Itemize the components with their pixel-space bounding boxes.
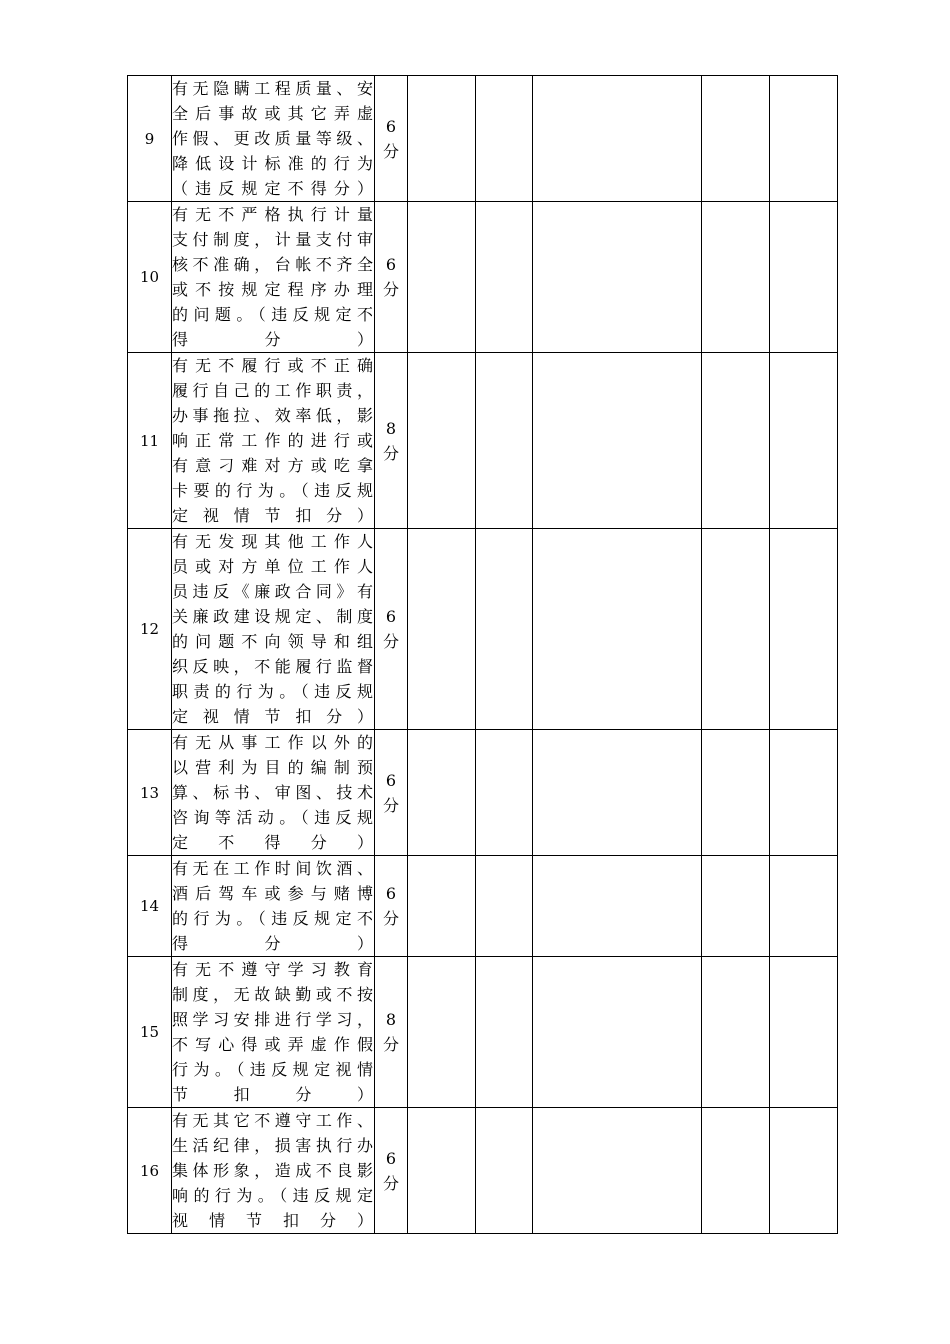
blank-cell: [408, 76, 476, 202]
description-line: 的行为。（违反规定不: [172, 909, 374, 928]
description-line: 有无在工作时间饮酒、: [172, 859, 374, 878]
blank-cell: [533, 1108, 702, 1234]
blank-cell: [476, 730, 533, 856]
score-unit: 分: [382, 1035, 399, 1054]
score-cell: [375, 529, 408, 730]
blank-cell: [702, 202, 770, 353]
description-line: 定视情节扣分）: [172, 707, 374, 726]
blank-cell: [770, 730, 838, 856]
table-row: [128, 957, 838, 1108]
description-line: 有无从事工作以外的: [172, 733, 374, 752]
item-description: [172, 957, 375, 1108]
row-number: 14: [128, 856, 172, 957]
blank-cell: [770, 202, 838, 353]
score-unit: 分: [382, 1173, 399, 1193]
description-line: 卡要的行为。（违反规: [172, 481, 374, 500]
description-line: 支付制度，计量支付审: [172, 230, 374, 249]
description-line: 关廉政建设规定、制度: [172, 607, 374, 626]
score-value: 6: [385, 255, 397, 274]
table-row: [128, 529, 838, 730]
description-line: 织反映，不能履行监督: [172, 657, 374, 676]
score-cell: [375, 856, 408, 957]
blank-cell: [408, 1108, 476, 1234]
description-line: 酒后驾车或参与赌博: [172, 884, 374, 903]
table-row: [128, 856, 838, 957]
blank-cell: [702, 1108, 770, 1234]
table-row: [128, 353, 838, 529]
row-number: 12: [128, 529, 172, 730]
description-line: 行为。（违反规定视情: [172, 1060, 374, 1079]
blank-cell: [533, 353, 702, 529]
description-line: 办事拖拉、效率低，影: [172, 406, 374, 425]
description-line: 节扣分）: [172, 1085, 374, 1104]
description-line: 职责的行为。（违反规: [172, 682, 374, 701]
blank-cell: [476, 202, 533, 353]
blank-cell: [533, 529, 702, 730]
score-unit: 分: [382, 632, 399, 651]
description-line: 的问题不向领导和组: [172, 632, 374, 651]
blank-cell: [408, 353, 476, 529]
score-unit: 分: [382, 443, 399, 463]
item-description: [172, 730, 375, 856]
blank-cell: [476, 957, 533, 1108]
blank-cell: [702, 353, 770, 529]
row-number: 13: [128, 730, 172, 856]
score-value: 8: [385, 418, 397, 438]
score-value: 8: [385, 1010, 397, 1029]
description-line: 有无发现其他工作人: [172, 532, 374, 551]
blank-cell: [476, 353, 533, 529]
description-line: 全后事故或其它弄虚: [172, 104, 374, 123]
table-row: [128, 730, 838, 856]
item-description: [172, 1108, 375, 1234]
description-line: 以营利为目的编制预: [172, 758, 374, 777]
blank-cell: [408, 856, 476, 957]
blank-cell: [476, 1108, 533, 1234]
blank-cell: [408, 529, 476, 730]
row-number: 9: [128, 76, 172, 202]
score-unit: 分: [382, 141, 399, 161]
blank-cell: [533, 76, 702, 202]
blank-cell: [408, 202, 476, 353]
description-line: 视情节扣分）: [172, 1211, 374, 1230]
description-line: 有无不严格执行计量: [172, 205, 374, 224]
description-line: 有意刁难对方或吃拿: [172, 456, 374, 475]
description-line: 员违反《廉政合同》有: [172, 582, 374, 601]
score-cell: [375, 730, 408, 856]
description-line: 或不按规定程序办理: [172, 280, 374, 299]
description-line: 降低设计标准的行为: [172, 154, 374, 173]
blank-cell: [770, 856, 838, 957]
description-line: 有无不遵守学习教育: [172, 960, 374, 979]
score-value: 6: [385, 607, 397, 626]
description-line: 作假、更改质量等级、: [172, 129, 374, 148]
blank-cell: [770, 76, 838, 202]
table-row: [128, 1108, 838, 1234]
blank-cell: [408, 730, 476, 856]
score-cell: [375, 957, 408, 1108]
blank-cell: [770, 957, 838, 1108]
description-line: 得分）: [172, 934, 374, 953]
row-number: 16: [128, 1108, 172, 1234]
description-line: 制度，无故缺勤或不按: [172, 985, 374, 1004]
description-line: 有无隐瞒工程质量、安: [172, 79, 374, 98]
blank-cell: [533, 856, 702, 957]
blank-cell: [408, 957, 476, 1108]
evaluation-table: [127, 75, 838, 1234]
blank-cell: [533, 957, 702, 1108]
description-line: 生活纪律，损害执行办: [172, 1136, 374, 1155]
score-cell: [375, 1108, 408, 1234]
row-number: 11: [128, 353, 172, 529]
description-line: 算、标书、审图、技术: [172, 783, 374, 802]
blank-cell: [702, 856, 770, 957]
blank-cell: [770, 1108, 838, 1234]
score-value: 6: [385, 116, 397, 136]
description-line: 定不得分）: [172, 833, 374, 852]
description-line: （违反规定不得分）: [172, 179, 374, 198]
table-row: [128, 76, 838, 202]
score-cell: [375, 76, 408, 202]
blank-cell: [702, 529, 770, 730]
item-description: [172, 76, 375, 202]
description-line: 员或对方单位工作人: [172, 557, 374, 576]
score-cell: [375, 202, 408, 353]
score-unit: 分: [382, 909, 399, 928]
score-unit: 分: [382, 795, 399, 815]
description-line: 的问题。（违反规定不: [172, 305, 374, 324]
row-number: 15: [128, 957, 172, 1108]
description-line: 照学习安排进行学习，: [172, 1010, 374, 1029]
blank-cell: [702, 957, 770, 1108]
blank-cell: [702, 730, 770, 856]
description-line: 响的行为。（违反规定: [172, 1186, 374, 1205]
blank-cell: [702, 76, 770, 202]
description-line: 有无其它不遵守工作、: [172, 1111, 374, 1130]
score-value: 6: [385, 770, 397, 790]
description-line: 咨询等活动。（违反规: [172, 808, 374, 827]
score-cell: [375, 353, 408, 529]
blank-cell: [476, 76, 533, 202]
table-row: [128, 202, 838, 353]
blank-cell: [533, 202, 702, 353]
score-value: 6: [385, 884, 397, 903]
description-line: 得分）: [172, 330, 374, 349]
description-line: 核不准确，台帐不齐全: [172, 255, 374, 274]
blank-cell: [533, 730, 702, 856]
blank-cell: [770, 353, 838, 529]
description-line: 集体形象，造成不良影: [172, 1161, 374, 1180]
blank-cell: [476, 529, 533, 730]
item-description: [172, 856, 375, 957]
score-value: 6: [385, 1148, 397, 1168]
blank-cell: [770, 529, 838, 730]
row-number: 10: [128, 202, 172, 353]
item-description: [172, 353, 375, 529]
score-unit: 分: [382, 280, 399, 299]
description-line: 有无不履行或不正确: [172, 356, 374, 375]
item-description: [172, 202, 375, 353]
description-line: 定视情节扣分）: [172, 506, 374, 525]
description-line: 履行自己的工作职责，: [172, 381, 374, 400]
description-line: 响正常工作的进行或: [172, 431, 374, 450]
item-description: [172, 529, 375, 730]
blank-cell: [476, 856, 533, 957]
description-line: 不写心得或弄虚作假: [172, 1035, 374, 1054]
